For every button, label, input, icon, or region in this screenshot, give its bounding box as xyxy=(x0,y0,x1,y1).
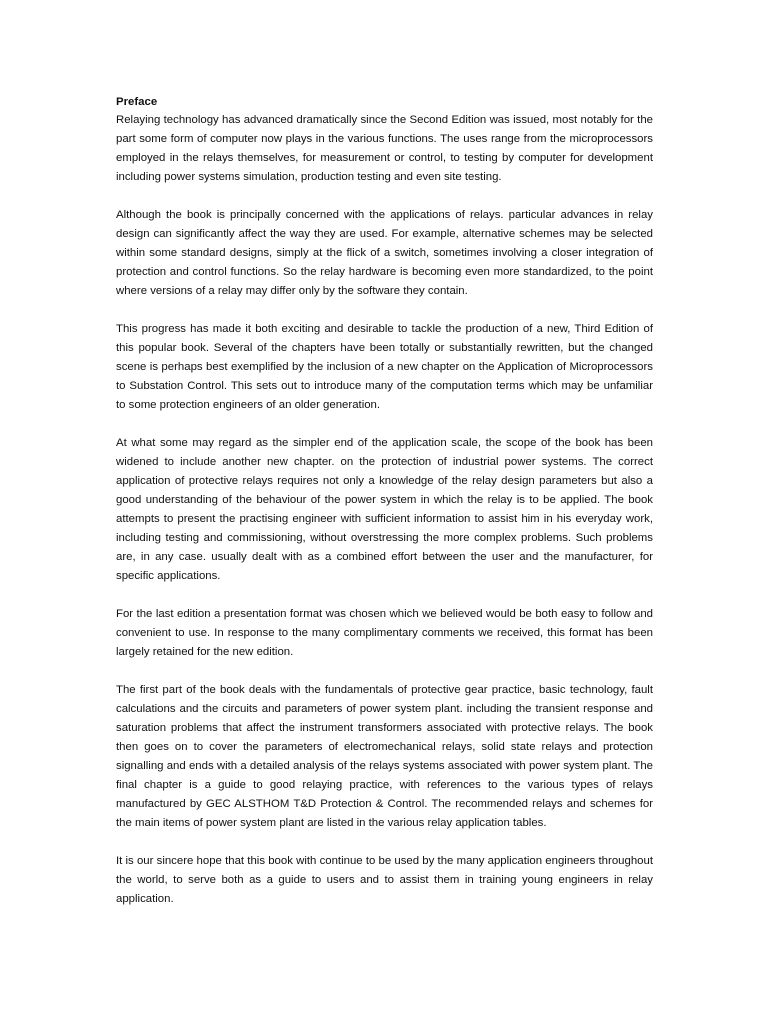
paragraph-4: At what some may regard as the simpler end of the application scale, the scope of the book has been widened to include another new chapter. on the protection of industrial power systems. The correct application of protective relays requires not only a knowledge of the relay design parameters but also a good understanding of the behaviour of the power system in which the relay is to be applied. The book attempts to present the practising engineer with sufficient information to assist him in his everyday work, including testing and commissioning, without overstressing the more complex problems. Such problems are, in any case. usually dealt with as a combined effort between the user and the manufacturer, for specific applications. xyxy=(116,437,653,582)
paragraph-2: Although the book is principally concerned with the applications of relays. particular advances in relay design can significantly affect the way they are used. For example, alternative schemes may be selected within some standard designs, simply at the flick of a switch, sometimes involving a closer integration of protection and control functions. So the relay hardware is becoming even more standardized, to the point where versions of a relay may differ only by the software they contain. xyxy=(116,209,653,297)
paragraph-3: This progress has made it both exciting and desirable to tackle the production of a new, Third Edition of this popular book. Several of the chapters have been totally or substantially rewritten, but the changed scene is perhaps best exemplified by the inclusion of a new chapter on the Application of Microprocessors to Substation Control. This sets out to introduce many of the computation terms which may be unfamiliar to some protection engineers of an older generation. xyxy=(116,323,653,411)
paragraph-6: The first part of the book deals with the fundamentals of protective gear practice, basic technology, fault calculations and the circuits and parameters of power system plant. including the transient response and saturation problems that affect the instrument transformers associated with protective relays. The book then goes on to cover the parameters of electromechanical relays, solid state relays and protection signalling and ends with a detailed analysis of the relays systems associated with power system plant. The final chapter is a guide to good relaying practice, with references to the various types of relays manufactured by GEC ALSTHOM T&D Protection & Control. The recommended relays and schemes for the main items of power system plant are listed in the various relay application tables. xyxy=(116,684,653,829)
page-title: Preface xyxy=(116,96,158,108)
document-page xyxy=(116,92,653,928)
paragraph-5: For the last edition a presentation format was chosen which we believed would be both easy to follow and convenient to use. In response to the many complimentary comments we received, this format has been largely retained for the new edition. xyxy=(116,608,653,658)
paragraph-1: Relaying technology has advanced dramatically since the Second Edition was issued, most notably for the part some form of computer now plays in the various functions. The uses range from the microprocessors employed in the relays themselves, for measurement or control, to testing by computer for development including power systems simulation, production testing and even site testing. xyxy=(116,114,653,183)
paragraph-7: It is our sincere hope that this book with continue to be used by the many application engineers throughout the world, to serve both as a guide to users and to assist them in training young engineers in relay application. xyxy=(116,855,653,905)
